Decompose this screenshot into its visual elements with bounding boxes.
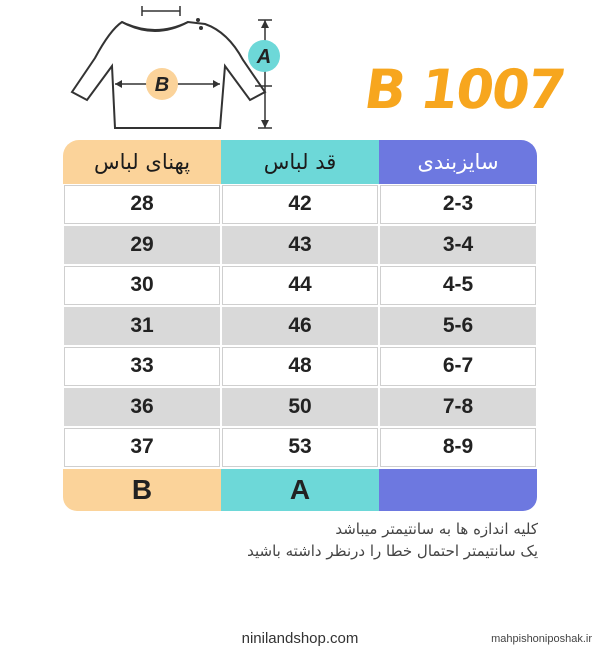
label-a: A xyxy=(256,46,272,68)
label-b: B xyxy=(154,74,170,96)
cell-width: 29 xyxy=(64,226,220,265)
footer-length-label: A xyxy=(221,469,379,511)
table-row xyxy=(63,387,537,428)
table-row xyxy=(63,346,537,387)
cell-length: 43 xyxy=(222,226,378,265)
cell-size: 8-9 xyxy=(380,428,536,467)
table-row xyxy=(63,265,537,306)
header-length: قد لباس xyxy=(221,140,379,184)
watermark: mahpishoniposhak.ir xyxy=(491,633,592,645)
table-row xyxy=(63,427,537,468)
cell-width: 33 xyxy=(64,347,220,386)
cell-width: 37 xyxy=(64,428,220,467)
shirt-measurement-diagram xyxy=(40,0,300,135)
button-2 xyxy=(199,26,203,30)
cell-length: 46 xyxy=(222,307,378,346)
cell-width: 36 xyxy=(64,388,220,427)
cell-length: 42 xyxy=(222,185,378,224)
cell-width: 30 xyxy=(64,266,220,305)
cell-length: 48 xyxy=(222,347,378,386)
cell-width: 31 xyxy=(64,307,220,346)
header-width: پهنای لباس xyxy=(63,140,221,184)
cell-length: 50 xyxy=(222,388,378,427)
cell-size: 5-6 xyxy=(380,307,536,346)
footer-size-label xyxy=(379,469,537,511)
note-units: کلیه اندازه ها به سانتیمتر میباشد xyxy=(335,520,538,538)
table-row xyxy=(63,225,537,266)
cell-size: 2-3 xyxy=(380,185,536,224)
cell-size: 4-5 xyxy=(380,266,536,305)
cell-length: 53 xyxy=(222,428,378,467)
table-row xyxy=(63,184,537,225)
table-row xyxy=(63,306,537,347)
model-code: B 1007 xyxy=(360,58,568,121)
cell-size: 6-7 xyxy=(380,347,536,386)
button-1 xyxy=(196,18,200,22)
cell-length: 44 xyxy=(222,266,378,305)
cell-width: 28 xyxy=(64,185,220,224)
footer-width-label: B xyxy=(63,469,221,511)
size-table-body xyxy=(63,184,537,468)
header-size: سایزبندی xyxy=(379,140,537,184)
cell-size: 3-4 xyxy=(380,226,536,265)
site-url: ninilandshop.com xyxy=(241,630,359,647)
note-tolerance: یک سانتیمتر احتمال خطا را درنظر داشته باشید xyxy=(247,542,538,560)
cell-size: 7-8 xyxy=(380,388,536,427)
